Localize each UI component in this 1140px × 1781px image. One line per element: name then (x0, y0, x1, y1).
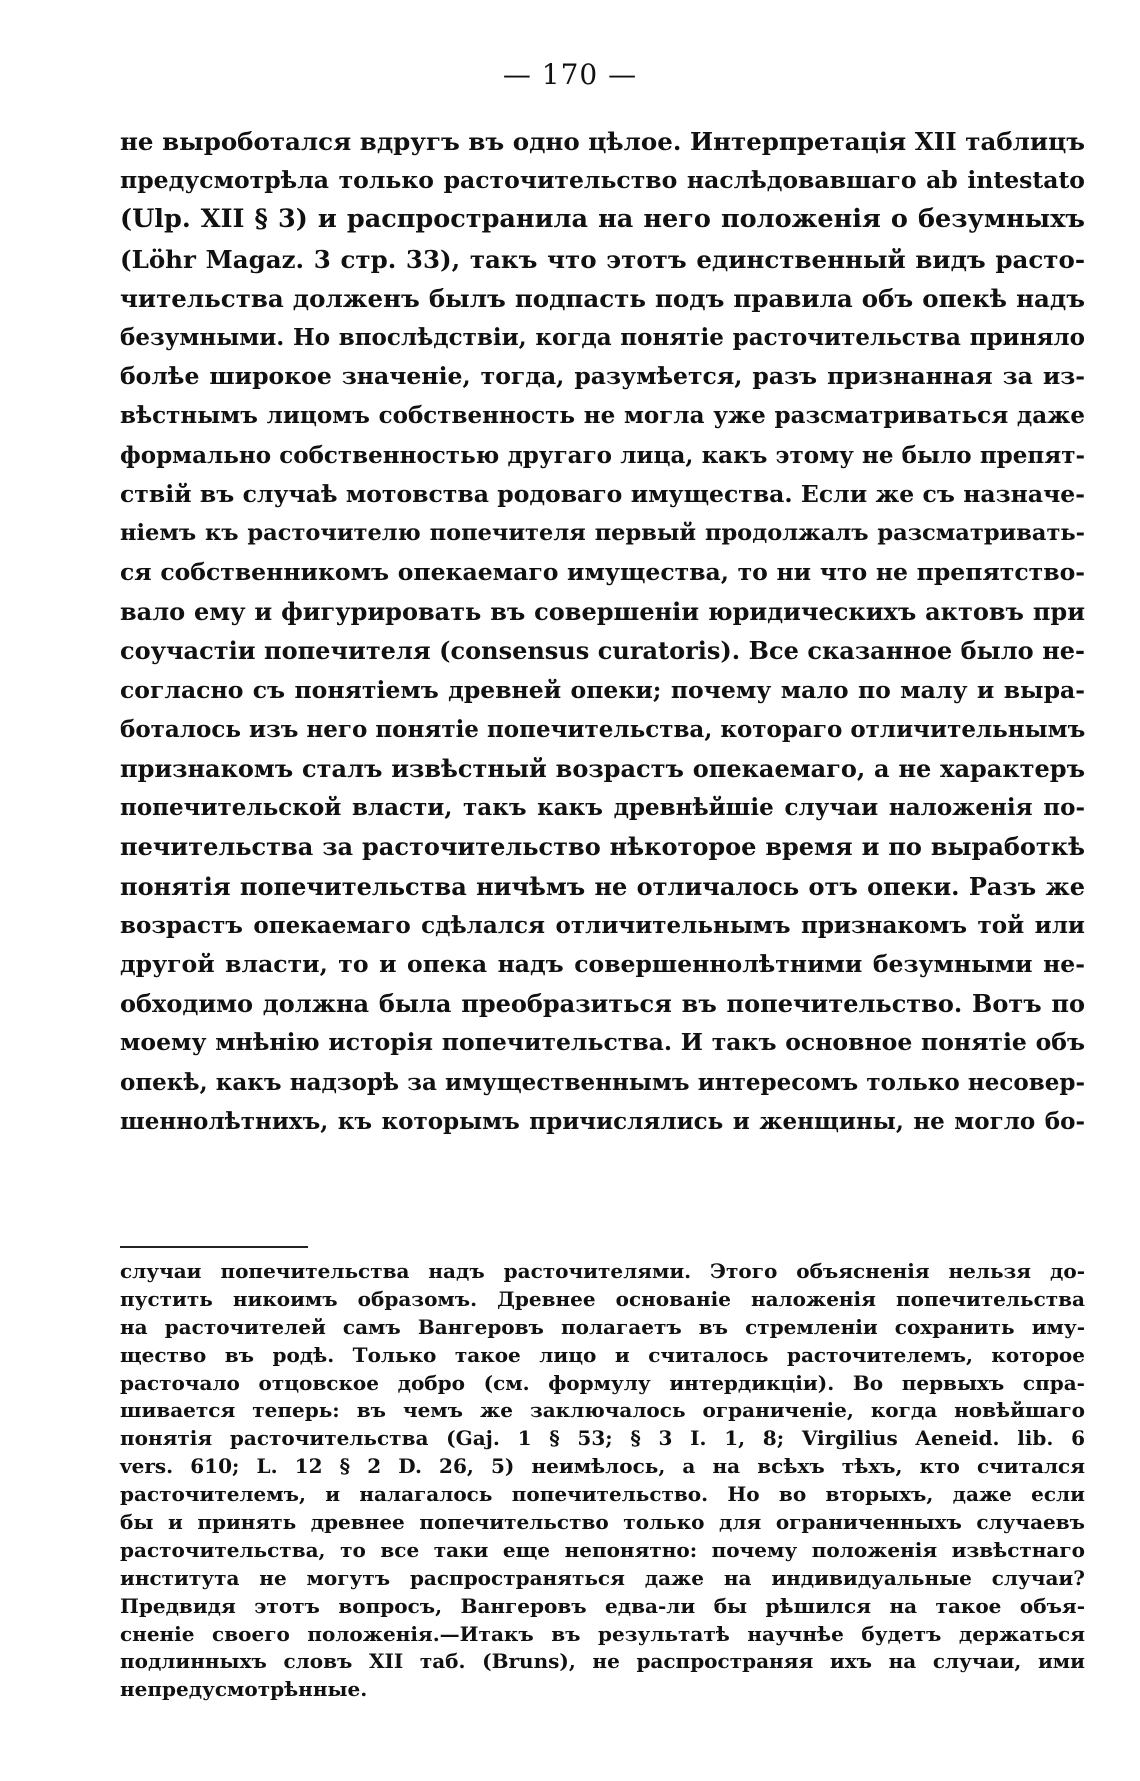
text-line: шеннолѣтнихъ, къ которымъ причислялись и женщины, не могло бо- (120, 1107, 1085, 1135)
footnote-line: бы и принять древнее попечительство только для ограниченныхъ случаевъ (120, 1510, 1085, 1535)
footnote-line: института не могутъ распространяться даже на индивидуальные случаи? (120, 1565, 1085, 1590)
text-line: предусмотрѣла только расточительство наслѣдовавшаго ab intestato (120, 166, 1085, 195)
text-line: другой власти, то и опека надъ совершеннолѣтними безумными не- (120, 949, 1085, 978)
footnote-divider (120, 1246, 308, 1248)
footnote-line: случаи попечительства надъ расточителями. Этого объясненія нельзя до- (120, 1259, 1085, 1283)
main-text (120, 122, 1085, 1141)
text-line: ніемъ къ расточителю попечителя первый продолжалъ разсматривать- (120, 519, 1085, 546)
footnote-line: щество въ родѣ. Только такое лицо и считалось расточителемъ, которое (120, 1342, 1085, 1367)
footnote-line: шивается теперь: въ чемъ же заключалось ограниченіе, когда новѣйшаго (120, 1398, 1085, 1423)
page-number: — 170 — (502, 58, 638, 91)
text-line: согласно съ понятіемъ древней опеки; почему мало по малу и выра- (120, 675, 1085, 704)
text-line: боталось изъ него понятіе попечительства, котораго отличительнымъ (120, 715, 1086, 743)
text-line: признакомъ сталъ извѣстный возрастъ опекаемаго, а не характеръ (120, 754, 1085, 783)
text-line: чительства долженъ былъ подпасть подъ правила объ опекѣ надъ (120, 283, 1085, 313)
text-line: попечительской власти, такъ какъ древнѣйшіе случаи наложенія по- (120, 794, 1085, 822)
text-line: безумными. Но впослѣдствіи, когда понятіе расточительства приняло (120, 323, 1085, 351)
text-line: соучастіи попечителя (consensus curatoris). Все сказанное было не- (120, 636, 1085, 666)
footnote-line: пустить никоимъ образомъ. Древнее основаніе наложенія попечительства (120, 1286, 1085, 1311)
text-line: вало ему и фигурировать въ совершеніи юридическихъ актовъ при (120, 597, 1085, 627)
footnote-line: сненіе своего положенія.—Итакъ въ результатѣ научнѣе будетъ держаться (120, 1621, 1085, 1646)
text-line: болѣе широкое значеніе, тогда, разумѣется, разъ признанная за из- (120, 362, 1085, 391)
footnote-line: Предвидя этотъ вопросъ, Вангеровъ едва-ли бы рѣшился на такое объя- (120, 1593, 1085, 1618)
footnote-line: непредусмотрѣнные. (120, 1677, 368, 1702)
footnote-line: расточительства, то все таки еще непонятно: почему положенія извѣстнаго (120, 1537, 1085, 1562)
text-line: (Löhr Magaz. 3 стр. 33), такъ что этотъ единственный видъ расто- (120, 244, 1085, 274)
footnote-line: расточало отцовское добро (см. формулу интердикціи). Во первыхъ спра- (120, 1370, 1085, 1395)
footnote-line: vers. 610; L. 12 § 2 D. 26, 5) неимѣлось, а на всѣхъ тѣхъ, кто считался (120, 1454, 1085, 1479)
footnote (120, 1258, 1085, 1704)
text-line: вѣстнымъ лицомъ собственность не могла уже разсматриваться даже (120, 402, 1085, 430)
text-line: формально собственностью другаго лица, какъ этому не было препят- (120, 441, 1085, 469)
text-line: (Ulp. XII § 3) и распространила на него положенія о безумныхъ (120, 204, 1085, 235)
text-line: понятія попечительства ничѣмъ не отличалось отъ опеки. Разъ же (120, 871, 1085, 901)
text-line: ся собственникомъ опекаемаго имущества, то ни что не препятство- (120, 558, 1085, 587)
footnote-line: расточителемъ, и налагалось попечительство. Но во вторыхъ, даже если (120, 1482, 1085, 1507)
text-line: не выроботался вдругъ въ одно цѣлое. Интерпретація XII таблицъ (120, 127, 1085, 156)
text-line: моему мнѣнію исторія попечительства. И такъ основное понятіе объ (120, 1028, 1085, 1057)
text-line: опекѣ, какъ надзорѣ за имущественнымъ интересомъ только несовер- (120, 1068, 1085, 1096)
text-line: обходимо должна была преобразиться въ попечительство. Вотъ по (120, 989, 1085, 1019)
footnote-line: подлинныхъ словъ XII таб. (Bruns), не распространяя ихъ на случаи, ими (120, 1649, 1085, 1674)
text-line: печительства за расточительство нѣкоторое время и по выработкѣ (120, 832, 1085, 862)
footnote-line: на расточителей самъ Вангеровъ полагаетъ въ стремленіи сохранить иму- (120, 1314, 1085, 1339)
text-line: возрастъ опекаемаго сдѣлался отличительнымъ признакомъ той или (120, 911, 1085, 939)
footnote-line: понятія расточительства (Gaj. 1 § 53; § 3 I. 1, 8; Virgilius Aeneid. lib. 6 (120, 1426, 1085, 1451)
text-line: ствій въ случаѣ мотовства родоваго имущества. Если же съ назначе- (120, 479, 1085, 508)
